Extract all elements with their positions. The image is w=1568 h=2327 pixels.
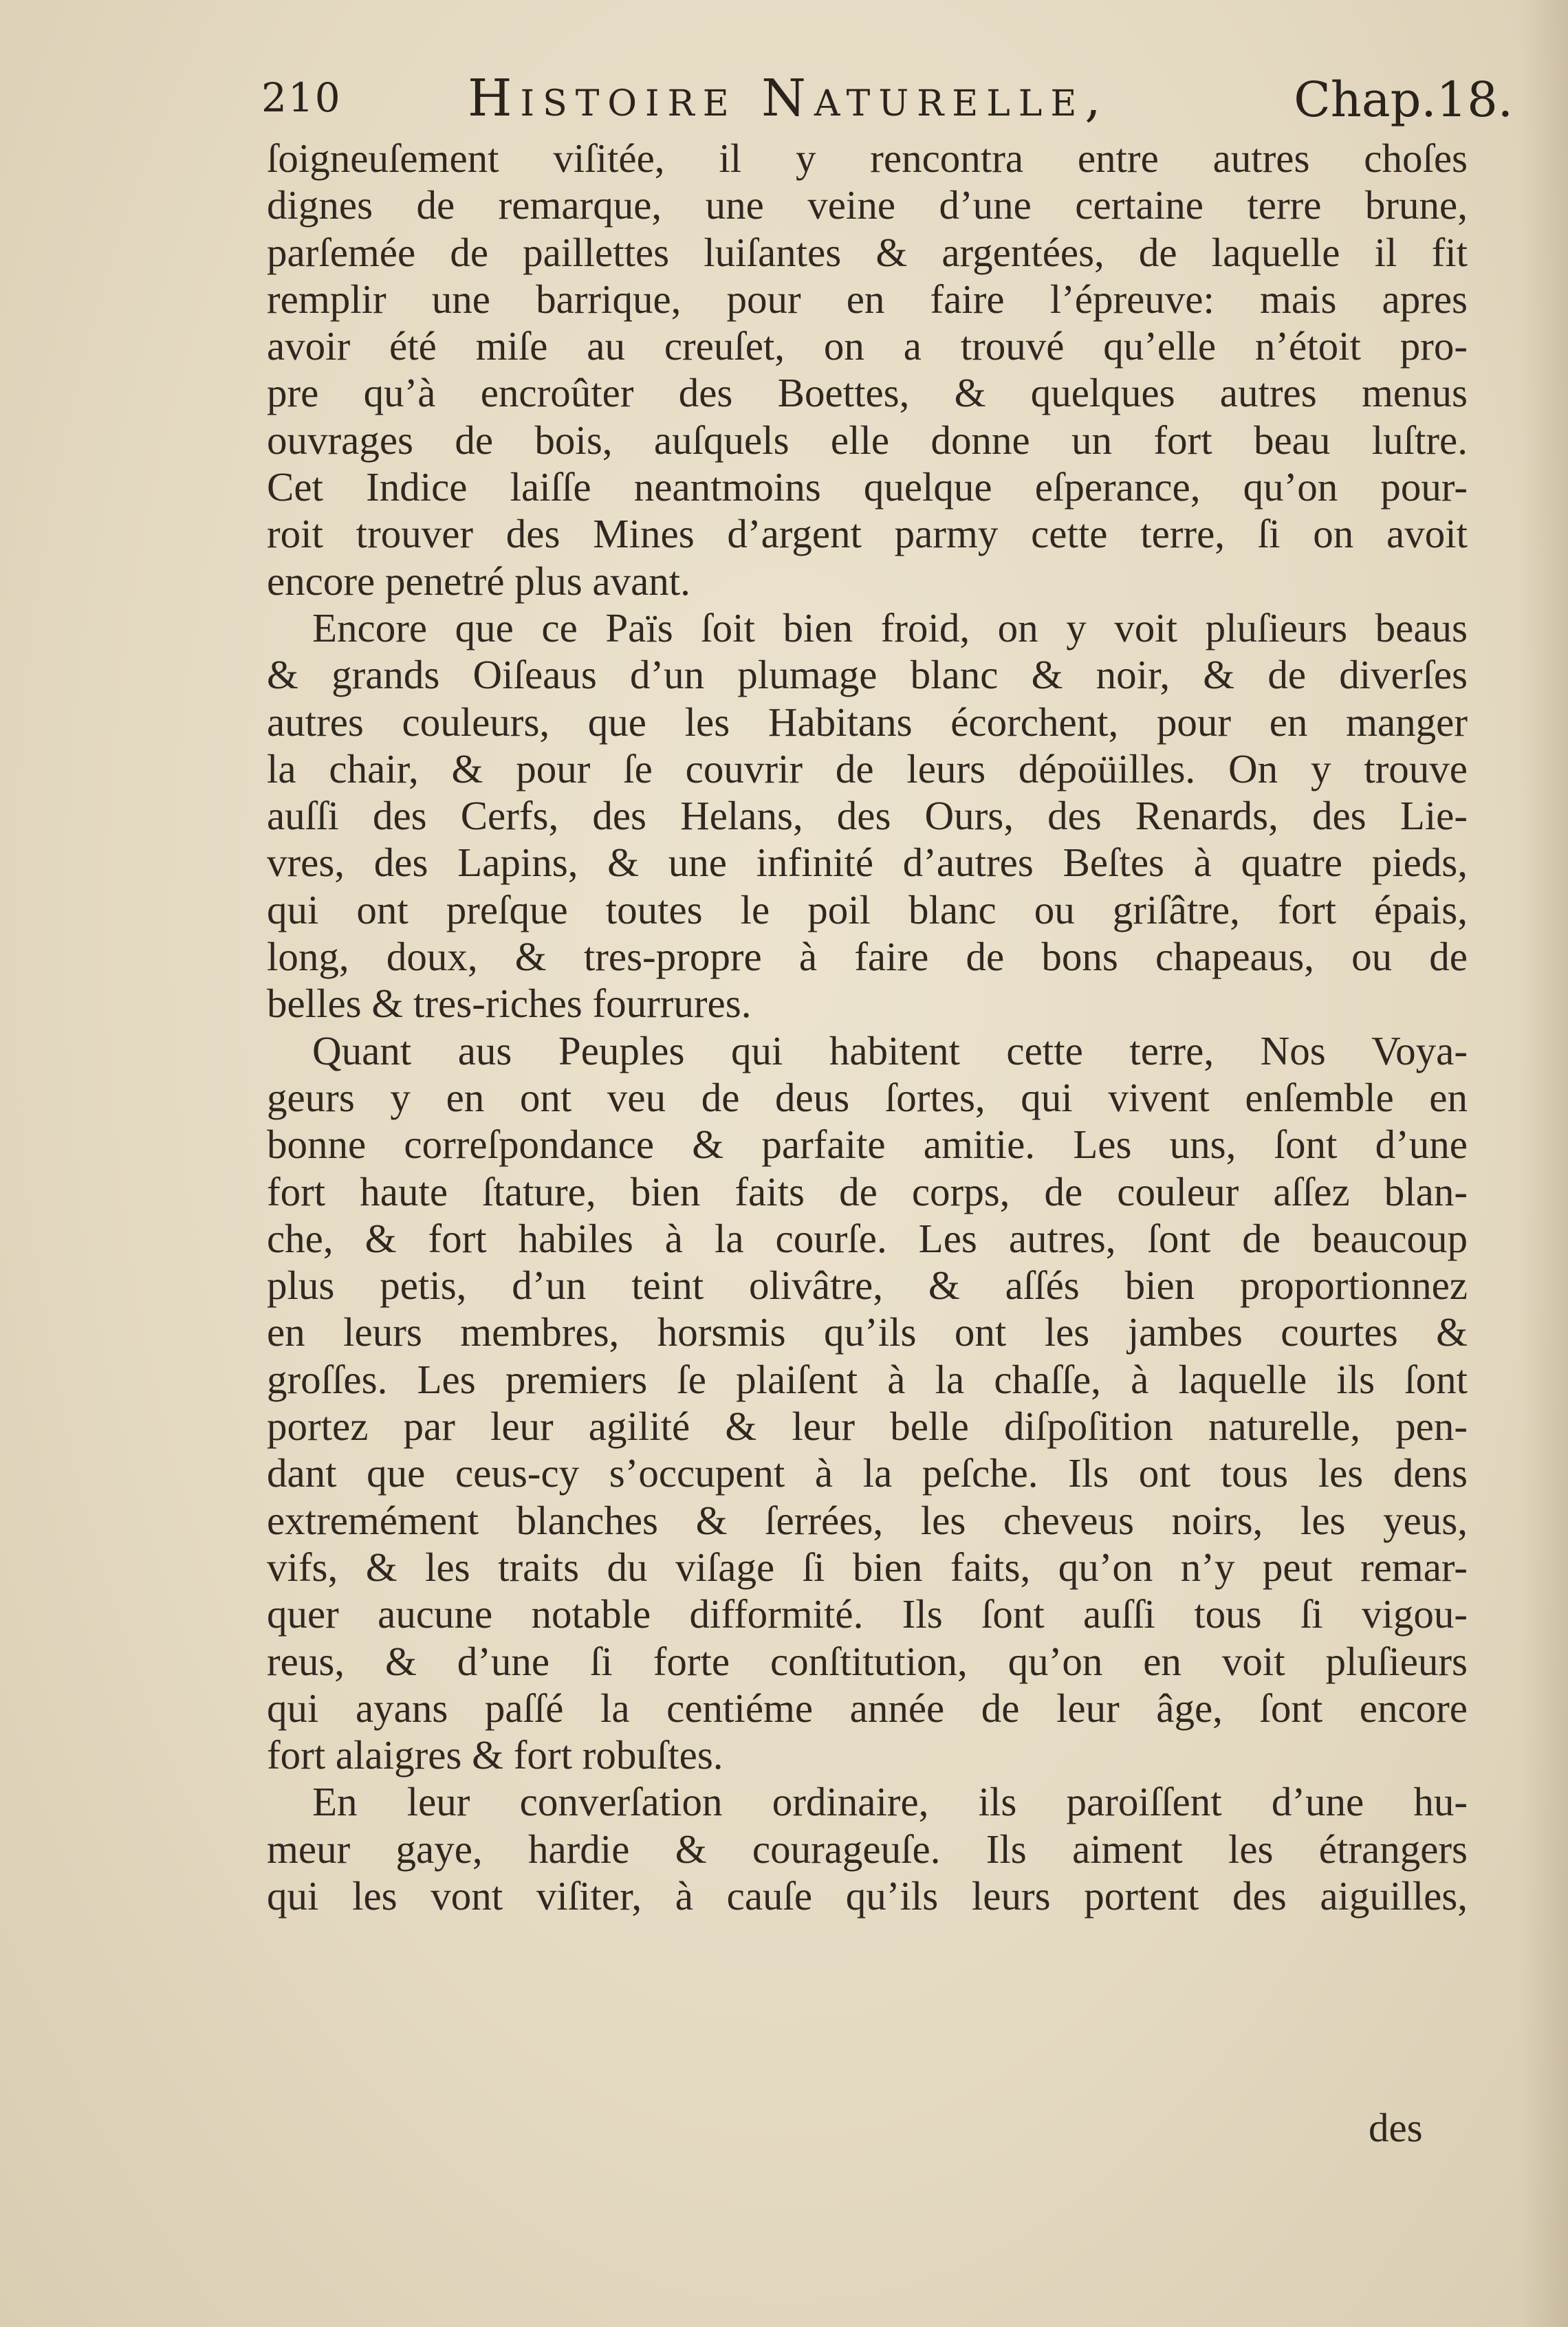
text-line: vifs, & les traits du viſage ſi bien faits, qu’on n’y peut remar- <box>267 1544 1468 1590</box>
text-line: auſſi des Cerfs, des Helans, des Ours, des Renards, des Lie- <box>267 793 1468 839</box>
text-line: En leur converſation ordinaire, ils paroiſſent d’une hu- <box>312 1779 1468 1825</box>
text-line: vres, des Lapins, & une infinité d’autres Beſtes à quatre pieds, <box>267 840 1468 886</box>
chapter-label: Chap.18. <box>1294 72 1513 128</box>
text-line: quer aucune notable difformité. Ils ſont auſſi tous ſi vigou- <box>267 1591 1468 1637</box>
text-line: belles & tres-riches fourrures. <box>267 981 752 1027</box>
running-header <box>261 69 1513 144</box>
text-line: extremément blanches & ſerrées, les cheveus noirs, les yeus, <box>267 1497 1468 1543</box>
text-line: dant que ceus-cy s’occupent à la peſche. Ils ont tous les dens <box>267 1450 1468 1496</box>
text-line: Quant aus Peuples qui habitent cette terre, Nos Voya- <box>312 1027 1468 1073</box>
text-line: plus petis, d’un teint olivâtre, & aſſés bien proportionnez <box>267 1263 1468 1309</box>
text-line: portez par leur agilité & leur belle diſpoſition naturelle, pen- <box>267 1403 1468 1450</box>
text-line: autres couleurs, que les Habitans écorchent, pour en manger <box>267 699 1468 745</box>
text-line: pre qu’à encroûter des Boettes, & quelques autres menus <box>267 370 1468 416</box>
text-line: qui les vont viſiter, à cauſe qu’ils leurs portent des aiguilles, <box>267 1872 1468 1919</box>
text-line: roit trouver des Mines d’argent parmy cette terre, ſi on avoit <box>267 511 1468 557</box>
text-line: che, & fort habiles à la courſe. Les autres, ſont de beaucoup <box>267 1215 1468 1261</box>
text-line: bonne correſpondance & parfaite amitie. Les uns, ſont d’une <box>267 1122 1468 1168</box>
text-line: geurs y en ont veu de deus ſortes, qui vivent enſemble en <box>267 1074 1468 1120</box>
text-line: en leurs membres, horsmis qu’ils ont les jambes courtes & <box>267 1309 1468 1355</box>
text-line: dignes de remarque, une veine d’une certaine terre brune, <box>267 182 1468 228</box>
text-line: fort alaigres & fort robuſtes. <box>267 1732 723 1778</box>
text-line: ſoigneuſement viſitée, il y rencontra entre autres choſes <box>267 135 1468 181</box>
page-number: 210 <box>261 74 342 121</box>
text-line: ouvrages de bois, auſquels elle donne un fort beau luſtre. <box>267 417 1468 463</box>
text-line: encore penetré plus avant. <box>267 558 690 604</box>
page-gutter-shadow <box>1520 0 1568 2327</box>
text-line: & grands Oiſeaus d’un plumage blanc & noir, & de diverſes <box>267 652 1468 698</box>
text-line: la chair, & pour ſe couvrir de leurs dépoüilles. On y trouve <box>267 745 1468 791</box>
text-line: Encore que ce Païs ſoit bien froid, on y voit pluſieurs beaus <box>312 604 1468 651</box>
text-line: remplir une barrique, pour en faire l’épreuve: mais apres <box>267 276 1468 322</box>
text-line: meur gaye, hardie & courageuſe. Ils aiment les étrangers <box>267 1826 1468 1872</box>
text-line: Cet Indice laiſſe neantmoins quelque eſperance, qu’on pour- <box>267 464 1468 510</box>
text-line: qui ayans paſſé la centiéme année de leur âge, ſont encore <box>267 1685 1468 1731</box>
text-line: qui ont preſque toutes le poil blanc ou griſâtre, fort épais, <box>267 886 1468 932</box>
text-line: parſemée de paillettes luiſantes & argentées, de laquelle il fit <box>267 229 1468 275</box>
text-line: avoir été miſe au creuſet, on a trouvé qu’elle n’étoit pro- <box>267 323 1468 369</box>
text-line: reus, & d’une ſi forte conſtitution, qu’on en voit pluſieurs <box>267 1638 1468 1684</box>
text-line: long, doux, & tres-propre à faire de bons chapeaus, ou de <box>267 934 1468 980</box>
text-line: groſſes. Les premiers ſe plaiſent à la chaſſe, à laquelle ils ſont <box>267 1356 1468 1402</box>
text-line: fort haute ſtature, bien faits de corps, de couleur aſſez blan- <box>267 1168 1468 1214</box>
running-title: Histoire Naturelle, <box>468 69 1109 128</box>
body-text <box>267 135 1468 1919</box>
catchword: des <box>1369 2105 1423 2150</box>
